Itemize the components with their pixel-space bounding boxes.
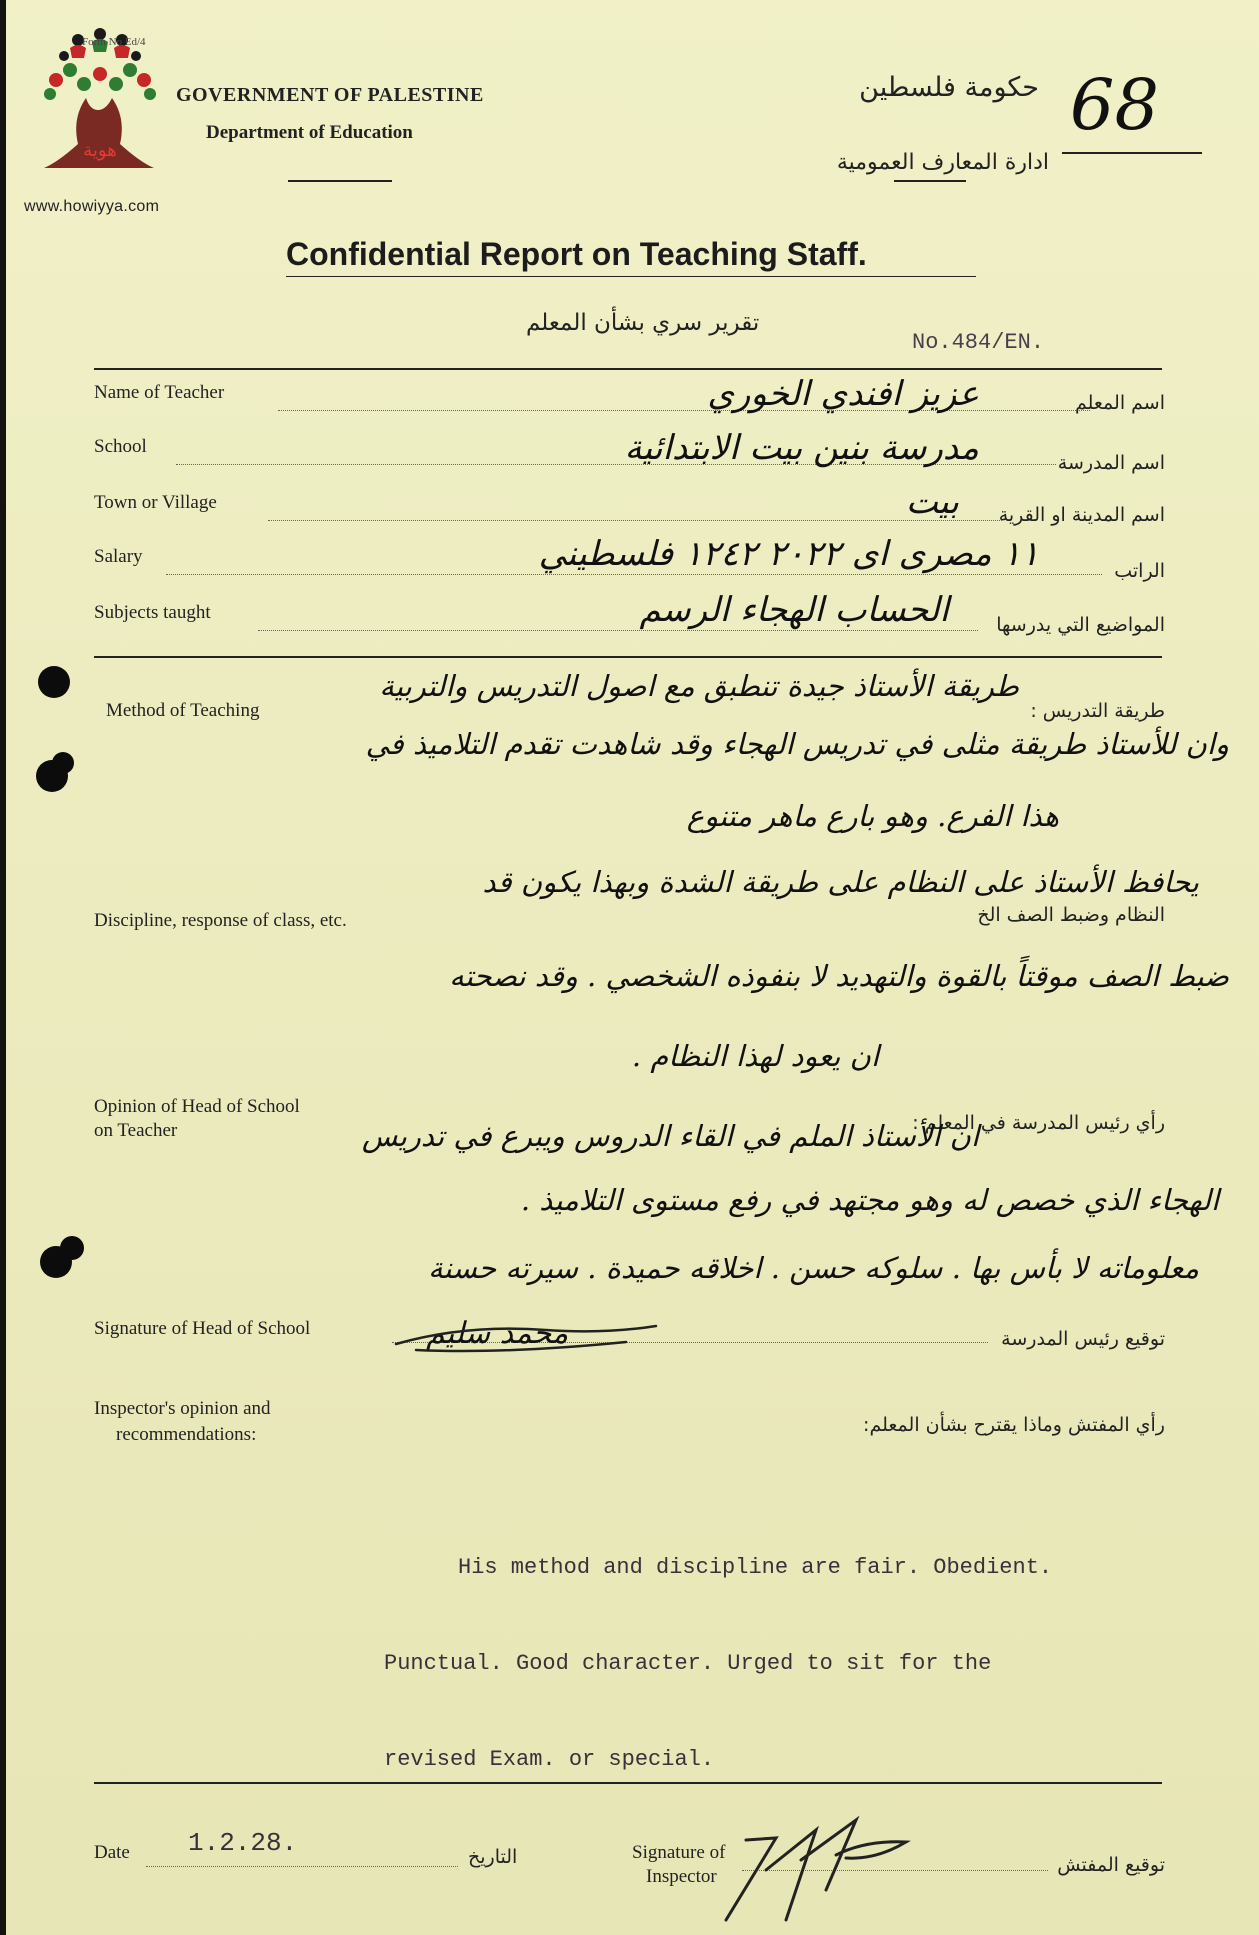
label-opinion-head-2: on Teacher: [94, 1120, 178, 1141]
head-signature-flourish: [386, 1310, 666, 1370]
label-teacher-name-ar: اسم المعلم: [1074, 392, 1165, 414]
dotted-line: [166, 574, 1102, 575]
department-title-en: Department of Education: [206, 122, 413, 143]
method-line-2: وان للأستاذ طريقة مثلى في تدريس الهجاء وقد شاهدت تقدم التلاميذ في: [365, 727, 1229, 761]
value-subjects: الحساب الهجاء الرسم: [639, 590, 949, 630]
page-number: 68: [1069, 64, 1159, 146]
label-discipline: Discipline, response of class, etc.: [94, 910, 347, 931]
label-inspector-opinion-ar: رأي المفتش وماذا يقترح بشأن المعلم:: [863, 1414, 1165, 1436]
form-number: Form No Ed/4: [82, 36, 146, 48]
opinion-line-2: الهجاء الذي خصص له وهو مجتهد في رفع مستوى التلاميذ .: [520, 1183, 1219, 1217]
report-title: Confidential Report on Teaching Staff.: [286, 236, 867, 272]
logo-url: www.howiyya.com: [24, 198, 160, 215]
label-salary-ar: الراتب: [1114, 560, 1165, 582]
header-divider: [288, 180, 392, 182]
label-signature-head-ar: توقيع رئيس المدرسة: [1001, 1328, 1165, 1350]
dotted-line: [258, 630, 978, 631]
label-date: Date: [94, 1842, 130, 1863]
typed-line-3: revised Exam. or special.: [384, 1747, 715, 1772]
label-subjects: Subjects taught: [94, 602, 211, 623]
report-title-ar: تقرير سري بشأن المعلم: [526, 310, 760, 336]
dotted-line: [146, 1866, 458, 1867]
label-method-ar: طريقة التدريس :: [1030, 700, 1165, 722]
label-town-ar: اسم المدينة او القرية: [998, 504, 1165, 526]
discipline-line-3: ان يعود لهذا النظام .: [631, 1039, 879, 1073]
svg-text:هوية: هوية: [83, 140, 117, 161]
punch-hole: [38, 666, 70, 698]
section-rule-top: [94, 368, 1162, 370]
header-divider-ar: [894, 180, 966, 182]
label-opinion-head-ar: رأي رئيس المدرسة في المعلم :: [912, 1112, 1165, 1134]
opinion-line-3: معلوماته لا بأس بها . سلوكه حسن . اخلاقه حميدة . سيرته حسنة: [428, 1251, 1199, 1285]
punch-hole: [52, 752, 74, 774]
inspector-signature-scribble: [706, 1800, 946, 1930]
label-signature-inspector-2: Inspector: [646, 1866, 717, 1887]
inspector-typed-remarks: [384, 1488, 1052, 1840]
label-inspector-opinion-2: recommendations:: [116, 1424, 257, 1445]
label-date-ar: التاريخ: [468, 1846, 518, 1868]
typed-line-2: Punctual. Good character. Urged to sit for the: [384, 1651, 992, 1676]
date-value: 1.2.28.: [188, 1828, 298, 1858]
label-discipline-ar: النظام وضبط الصف الخ: [977, 904, 1165, 926]
government-title-ar: حكومة فلسطين: [859, 72, 1039, 103]
label-subjects-ar: المواضيع التي يدرسها: [996, 614, 1165, 636]
method-line-3: هذا الفرع. وهو بارع ماهر متنوع: [686, 799, 1059, 833]
value-salary: ١١ مصرى اى ٢٠٢٢ ١٢٤٢ فلسطيني: [538, 534, 1039, 574]
value-school: مدرسة بنين بيت الابتدائية: [624, 428, 979, 468]
discipline-line-1: يحافظ الأستاذ على النظام على طريقة الشدة وبهذا يكون قد: [482, 865, 1199, 899]
dotted-line: [268, 520, 1002, 521]
discipline-line-2: ضبط الصف موقتاً بالقوة والتهديد لا بنفوذه الشخصي . وقد نصحته: [449, 959, 1229, 993]
document-sheet: [6, 0, 1259, 1935]
label-school: School: [94, 436, 147, 457]
punch-hole: [60, 1236, 84, 1260]
page-number-underline: [1062, 152, 1202, 154]
reference-number: No.484/EN.: [912, 330, 1045, 355]
label-inspector-opinion: Inspector's opinion and: [94, 1398, 271, 1419]
label-signature-inspector-ar: توقيع المفتش: [1057, 1854, 1165, 1876]
label-school-ar: اسم المدرسة: [1057, 452, 1165, 474]
department-title-ar: ادارة المعارف العمومية: [836, 150, 1049, 175]
value-teacher-name: عزيز افندي الخوري: [707, 374, 979, 414]
section-rule: [94, 656, 1162, 658]
opinion-line-1: ان الأستاذ الملم في القاء الدروس ويبرع في تدريس: [361, 1119, 979, 1153]
typed-line-1: His method and discipline are fair. Obedient.: [458, 1555, 1053, 1580]
section-rule-bottom: [94, 1782, 1162, 1784]
government-title-en: GOVERNMENT OF PALESTINE: [176, 84, 484, 106]
signature-head: محمد سليم: [426, 1316, 569, 1351]
label-method: Method of Teaching: [106, 700, 260, 721]
label-teacher-name: Name of Teacher: [94, 382, 225, 403]
value-town: بيت: [905, 482, 959, 522]
method-line-1: طريقة الأستاذ جيدة تنطبق مع اصول التدريس والتربية: [379, 669, 1019, 703]
label-signature-head: Signature of Head of School: [94, 1318, 311, 1339]
label-town: Town or Village: [94, 492, 217, 513]
title-underline: [286, 276, 976, 277]
label-salary: Salary: [94, 546, 143, 567]
howiyya-logo: [20, 18, 180, 218]
label-signature-inspector: Signature of: [632, 1842, 726, 1863]
label-opinion-head: Opinion of Head of School: [94, 1096, 300, 1117]
